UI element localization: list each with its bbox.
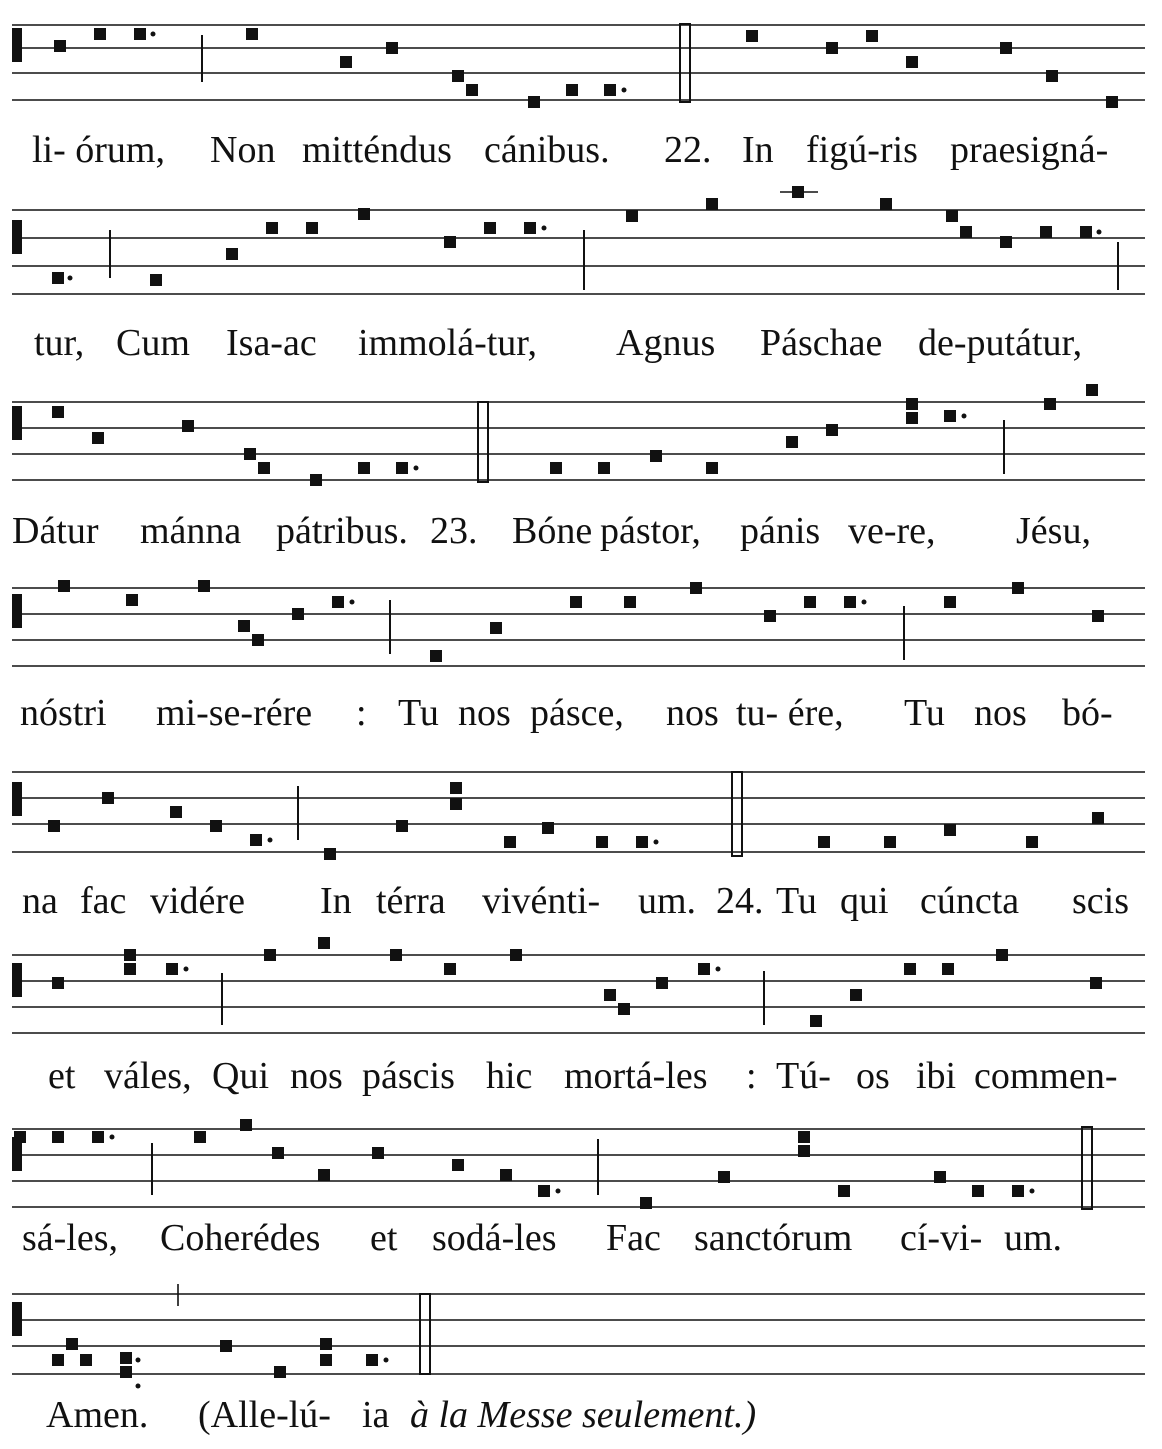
staff-7 [0, 1115, 1162, 1215]
lyric-word: bó- [1062, 692, 1113, 734]
lyric-word: sá-les, [22, 1217, 119, 1259]
lyric-word: qui [840, 880, 889, 922]
lyric-word: cí-vi- [900, 1217, 983, 1259]
lyric-word: nos [974, 692, 1027, 734]
lyric-word: um. [638, 880, 697, 922]
lyric-word: ibi [916, 1055, 957, 1097]
lyric-word: váles, [104, 1055, 192, 1097]
staff-6 [0, 935, 1162, 1035]
lyric-word: 22. [664, 129, 712, 171]
lyric-word: (Alle-lú- [198, 1394, 331, 1436]
lyric-word: pátribus. [276, 510, 408, 552]
lyric-word: In [742, 129, 774, 171]
lyric-word: pásce, [530, 692, 624, 734]
lyric-word: Non [210, 129, 276, 171]
lyric-word: Tu [776, 880, 817, 922]
lyric-word: um. [1004, 1217, 1063, 1259]
lyric-word: Fac [606, 1217, 661, 1259]
lyric-word: os [856, 1055, 890, 1097]
lyric-word: Cum [116, 322, 190, 364]
lyric-word: 23. [430, 510, 478, 552]
lyric-word: nos [290, 1055, 343, 1097]
neumes [12, 580, 1104, 662]
lyric-word: tur, [34, 322, 85, 364]
lyric-word: cánibus. [484, 129, 610, 171]
lyric-word: nos [666, 692, 719, 734]
lyric-word: Tú- [776, 1055, 831, 1097]
staff-4 [0, 570, 1162, 680]
lyric-word: pánis [740, 510, 821, 552]
lyric-word: figú-ris [806, 129, 918, 171]
staff-5 [0, 770, 1162, 870]
neumes [12, 186, 1102, 286]
lyric-word: Tu [904, 692, 945, 734]
lyric-word: et [370, 1217, 398, 1259]
lyric-word: mortá-les [564, 1055, 708, 1097]
lyric-word: hic [486, 1055, 533, 1097]
lyric-word: mitténdus [302, 129, 452, 171]
staff-2 [0, 180, 1162, 300]
lyric-word: : [746, 1055, 757, 1097]
neumes [12, 384, 1098, 486]
lyric-word: Qui [212, 1055, 269, 1097]
lyric-word: Coherédes [160, 1217, 321, 1259]
lyric-word: fac [80, 880, 127, 922]
lyric-word: nóstri [20, 692, 107, 734]
lyric-word: Páschae [760, 322, 883, 364]
lyric-word: et [48, 1055, 76, 1097]
lyric-word: Isa-ac [226, 322, 317, 364]
neumes [12, 782, 1104, 860]
lyric-word: sodá-les [432, 1217, 557, 1259]
lyric-word: de-putátur, [918, 322, 1083, 364]
lyric-word: térra [376, 880, 446, 922]
lyric-word: páscis [362, 1055, 455, 1097]
lyric-word: nos [458, 692, 511, 734]
lyric-word: sanctórum [694, 1217, 853, 1259]
lyric-word: pástor, [600, 510, 701, 552]
lyric-word: li- órum, [32, 129, 165, 171]
lyric-word: ia [362, 1394, 390, 1436]
lyric-word: : [356, 692, 367, 734]
lyric-word: praesigná- [950, 129, 1109, 171]
staff-8 [0, 1280, 1162, 1390]
lyric-word: tu- ére, [736, 692, 844, 734]
lyric-word: scis [1072, 880, 1129, 922]
lyric-word: commen- [974, 1055, 1118, 1097]
lyric-word: Agnus [616, 322, 716, 364]
lyric-word: In [320, 880, 352, 922]
rubric-note: à la Messe seulement.) [410, 1394, 757, 1436]
lyric-word: cúncta [920, 880, 1020, 922]
staff-1 [0, 0, 1162, 110]
lyric-word: ve-re, [848, 510, 936, 552]
lyric-word: na [22, 880, 58, 922]
neumes [12, 1119, 1035, 1209]
lyric-word: Dátur [12, 510, 99, 552]
lyric-word: immolá-tur, [358, 322, 537, 364]
lyric-word: Bóne [512, 510, 593, 552]
neumes [12, 937, 1102, 1027]
lyric-word: mi-se-rére [156, 692, 313, 734]
neumes [12, 28, 1118, 108]
staff-3 [0, 380, 1162, 490]
lyric-word: vidére [150, 880, 245, 922]
lyric-word: Jésu, [1016, 510, 1091, 552]
lyric-word: mánna [140, 510, 242, 552]
lyric-word: vivénti- [482, 880, 601, 922]
lyric-word: Tu [398, 692, 439, 734]
lyric-word: Amen. [46, 1394, 149, 1436]
lyric-word: 24. [716, 880, 764, 922]
